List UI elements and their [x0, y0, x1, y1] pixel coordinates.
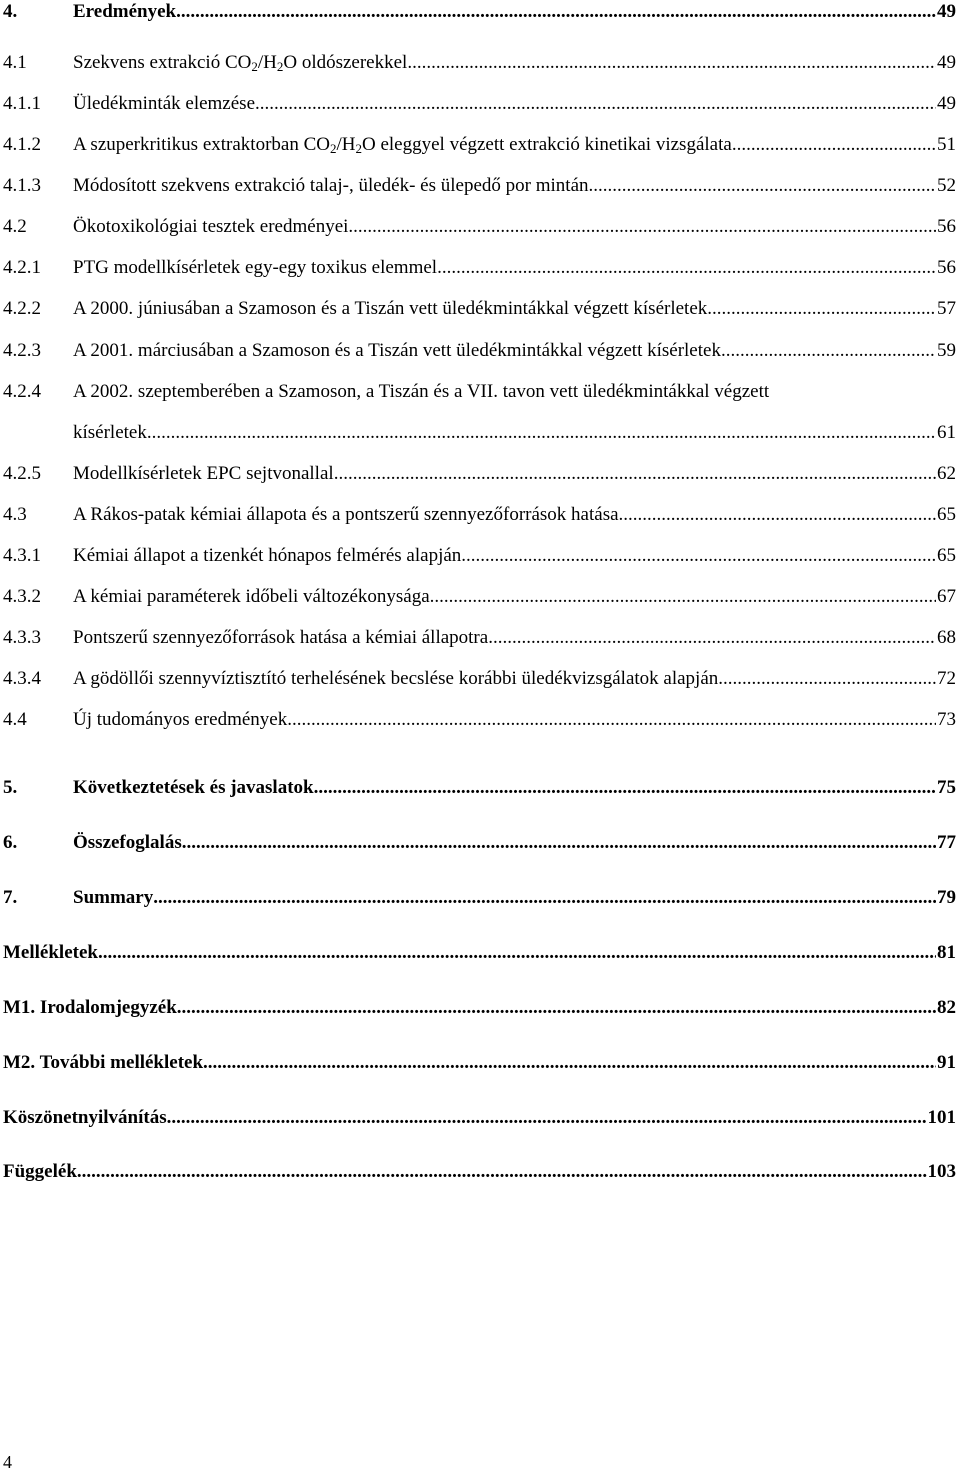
dot-leader: [153, 883, 936, 913]
page-number: 4: [3, 1452, 12, 1472]
toc-entry-number: 6.: [3, 832, 18, 853]
toc-entry-page: 49: [936, 48, 956, 78]
toc-entry-number: 4.3: [3, 504, 27, 525]
dot-leader: [77, 1157, 927, 1187]
toc-entry-page: 73: [936, 705, 956, 735]
toc-entry[interactable]: [0, 89, 956, 119]
dot-leader: [619, 500, 936, 530]
toc-entry-page: 67: [936, 582, 956, 612]
toc-entry-continuation[interactable]: [0, 418, 956, 448]
toc-entry-page: 101: [927, 1103, 957, 1133]
toc-entry-page: 65: [936, 500, 956, 530]
dot-leader: [430, 582, 936, 612]
toc-entry[interactable]: [0, 500, 956, 530]
toc-entry-label: A kémiai paraméterek időbeli változékonysága: [73, 586, 430, 607]
toc-entry-page: 57: [936, 294, 956, 324]
toc-entry-number: 5.: [3, 777, 18, 798]
toc-entry-label: Summary: [73, 887, 154, 908]
toc-entry-page: 72: [936, 664, 956, 694]
toc-entry-page: 62: [936, 459, 956, 489]
dot-leader: [707, 294, 936, 324]
toc-entry[interactable]: [0, 48, 956, 78]
dot-leader: [147, 418, 936, 448]
toc-entry-page: 56: [936, 253, 956, 283]
dot-leader: [176, 0, 936, 27]
dot-leader: [334, 459, 936, 489]
toc-entry-number: 4.1.1: [3, 93, 41, 114]
toc-entry[interactable]: [0, 883, 956, 913]
toc-entry-label-line1: A 2002. szeptemberében a Szamoson, a Tiszán és a VII. tavon vett üledékmintákkal végzett: [73, 381, 770, 402]
toc-entry-number: 4.1.3: [3, 175, 41, 196]
toc-entry-number: 4.2.1: [3, 257, 41, 278]
toc-entry-label: Modellkísérletek EPC sejtvonallal: [73, 463, 334, 484]
dot-leader: [589, 171, 937, 201]
toc-entry-number: 4.3.4: [3, 668, 41, 689]
toc-entry-page: 81: [936, 938, 956, 968]
toc-entry-number: 4.2.2: [3, 298, 41, 319]
toc-entry-label: A gödöllői szennyvíztisztító terhelésének becslése korábbi üledékvizsgálatok alapján: [73, 668, 719, 689]
toc-entry-number: 4.3.2: [3, 586, 41, 607]
toc-entry-page: 82: [936, 993, 956, 1023]
toc-entry-label: Köszönetnyilvánítás: [3, 1107, 167, 1128]
toc-entry[interactable]: [0, 828, 956, 858]
toc-entry[interactable]: [0, 294, 956, 324]
toc-entry[interactable]: [0, 938, 956, 968]
toc-entry-number: 4.2.4: [3, 381, 41, 402]
toc-entry-page: 75: [936, 773, 956, 803]
toc-entry-label: Eredmények: [73, 1, 177, 22]
toc-entry-label: Pontszerű szennyezőforrások hatása a kémiai állapotra: [73, 627, 489, 648]
toc-entry-number: 4.3.3: [3, 627, 41, 648]
toc-entry[interactable]: [0, 773, 956, 803]
toc-entry-page: 52: [936, 171, 956, 201]
dot-leader: [718, 664, 936, 694]
toc-entry-number: 4.1: [3, 52, 27, 73]
toc-entry-label: Ökotoxikológiai tesztek eredményei: [73, 216, 349, 237]
toc-entry[interactable]: [0, 623, 956, 653]
dot-leader: [348, 212, 936, 242]
toc-entry-page: 61: [936, 418, 956, 448]
toc-entry-label: A 2001. márciusában a Szamoson és a Tiszán vett üledékmintákkal végzett kísérletek: [73, 340, 721, 361]
toc-entry-label: A 2000. júniusában a Szamoson és a Tiszán vett üledékmintákkal végzett kísérletek: [73, 298, 708, 319]
toc-entry-page: 91: [936, 1048, 956, 1078]
dot-leader: [287, 705, 936, 735]
toc-entry-page: 51: [936, 130, 956, 160]
toc-entry-number: 4.2: [3, 216, 27, 237]
toc-entry[interactable]: [0, 705, 956, 735]
toc-entry[interactable]: [0, 541, 956, 571]
toc-entry-label: Összefoglalás: [73, 832, 182, 853]
toc-entry-label: A szuperkritikus extraktorban $CO_2/H_2O$ eleggyel végzett extrakció kinetikai vizsgálata: [73, 134, 732, 156]
toc-entry[interactable]: [0, 0, 956, 27]
toc-entry[interactable]: [0, 1157, 956, 1187]
toc-entry-number: 4.2.3: [3, 340, 41, 361]
toc-entry-label: PTG modellkísérletek egy-egy toxikus elemmel: [73, 257, 438, 278]
toc-entry[interactable]: [0, 377, 956, 407]
toc-entry-label: Kémiai állapot a tizenkét hónapos felmérés alapján: [73, 545, 462, 566]
dot-leader: [407, 48, 936, 78]
toc-entry-page: 103: [927, 1157, 957, 1187]
dot-leader: [203, 1048, 936, 1078]
toc-entry[interactable]: [0, 212, 956, 242]
toc-entry-number: 4.3.1: [3, 545, 41, 566]
toc-entry-label: M1. Irodalomjegyzék: [3, 997, 177, 1018]
dot-leader: [314, 773, 936, 803]
toc-entry-label: Mellékletek: [3, 942, 98, 963]
toc-entry-number: 4.1.2: [3, 134, 41, 155]
dot-leader: [167, 1103, 927, 1133]
toc-entry-number: 4.: [3, 1, 18, 22]
toc-entry-label: Üledékminták elemzése: [73, 93, 256, 114]
toc-entry-label: Módosított szekvens extrakció talaj-, üledék- és ülepedő por mintán: [73, 175, 589, 196]
toc-entry-page: 56: [936, 212, 956, 242]
dot-leader: [98, 938, 936, 968]
toc-entry-label: M2. További mellékletek: [3, 1052, 204, 1073]
toc-entry-label: kísérletek: [73, 422, 147, 443]
toc-entry-page: 79: [936, 883, 956, 913]
dot-leader: [437, 253, 936, 283]
toc-entry[interactable]: [0, 459, 956, 489]
toc-entry-page: 59: [936, 336, 956, 366]
toc-entry-label: Új tudományos eredmények: [73, 709, 288, 730]
toc-entry-label: Szekvens extrakció $CO_2/H_2O$ oldószerekkel: [73, 52, 408, 74]
toc-entry[interactable]: [0, 664, 956, 694]
toc-entry[interactable]: [0, 130, 956, 160]
toc-entry-number: 4.2.5: [3, 463, 41, 484]
toc-entry[interactable]: [0, 253, 956, 283]
dot-leader: [488, 623, 936, 653]
toc-entry[interactable]: [0, 336, 956, 366]
toc-entry-page: 68: [936, 623, 956, 653]
toc-entry-page: 65: [936, 541, 956, 571]
toc-entry[interactable]: [0, 582, 956, 612]
dot-leader: [732, 130, 936, 160]
dot-leader: [255, 89, 936, 119]
toc-entry[interactable]: [0, 993, 956, 1023]
toc-entry-label: Függelék: [3, 1161, 77, 1182]
dot-leader: [461, 541, 936, 571]
toc-entry[interactable]: [0, 171, 956, 201]
toc-entry-label: A Rákos-patak kémiai állapota és a pontszerű szennyezőforrások hatása: [73, 504, 619, 525]
toc-entry[interactable]: [0, 1103, 956, 1133]
toc-entry-label: Következtetések és javaslatok: [73, 777, 314, 798]
toc-entry-page: 77: [936, 828, 956, 858]
toc-entry[interactable]: [0, 1048, 956, 1078]
dot-leader: [177, 993, 936, 1023]
toc-entry-page: 49: [936, 0, 956, 27]
dot-leader: [721, 336, 936, 366]
toc-entry-number: 4.4: [3, 709, 27, 730]
toc-entry-page: 49: [936, 89, 956, 119]
dot-leader: [182, 828, 936, 858]
toc-entry-number: 7.: [3, 887, 18, 908]
